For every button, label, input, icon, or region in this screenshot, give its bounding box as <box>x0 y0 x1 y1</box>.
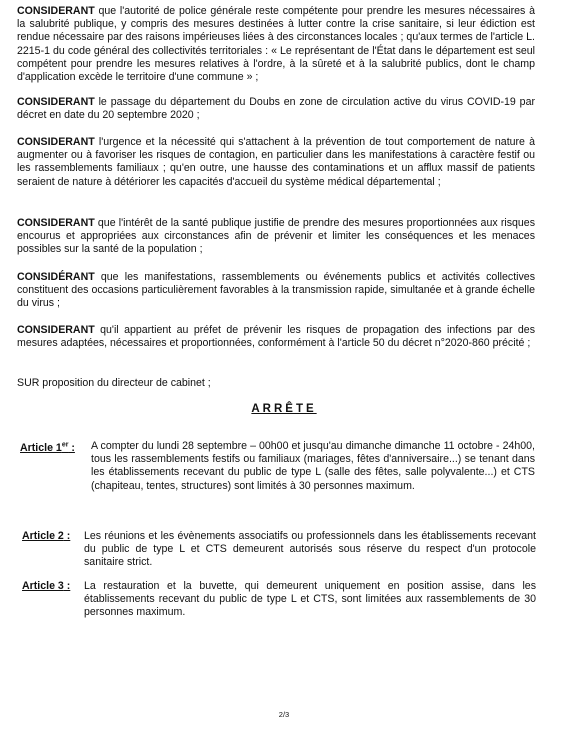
considerant-keyword: CONSIDERANT <box>17 324 95 336</box>
page-number: 2/3 <box>278 710 290 719</box>
considerant-keyword: CONSIDERANT <box>17 5 95 17</box>
article-1-text: A compter du lundi 28 septembre – 00h00 et jusqu'au dimanche dimanche 11 octobre - 24h00, tous les rassemblements festifs ou familiaux (mariages, fêtes d'anniversaire...) se tenant dans les établissements recevant du public de type L (salle des fêtes, salle polyvalente...) et CTS (chapiteau, tentes, structures) sont limités à 30 personnes maximum. <box>91 440 535 492</box>
article-3-label <box>22 580 70 593</box>
considerant-paragraph <box>17 271 535 311</box>
proposition-line: SUR proposition du directeur de cabinet ; <box>17 377 211 389</box>
considerant-text: que l'autorité de police générale reste compétente pour prendre les mesures nécessaires à la salubrité publique, y compris des mesures destinées à lutter contre la crise sanitaire, si leur édiction est rendue nécessaire par des raisons impérieuses liées à des circonstances locales ; qu'aux termes de l'article L. 2215-1 du code général des collectivités territoriales : « Le représentant de l'État dans le département est seul compétent pour prendre les mesures relatives à l'ordre, à la sûreté et à la salubrité publics, dont le champ d'application excède le territoire d'une commune » ; <box>17 5 535 84</box>
considerant-text: que les manifestations, rassemblements ou événements publics et activités collectives constituent des occasions particulièrement favorables à la transmission rapide, simultanée et à grande échelle du virus ; <box>17 271 535 310</box>
considerant-text: le passage du département du Doubs en zone de circulation active du virus COVID-19 par décret en date du 20 septembre 2020 ; <box>17 96 535 122</box>
article-3-text: La restauration et la buvette, qui demeurent uniquement en position assise, dans les établissements recevant du public de type L et CTS, sont limitées aux rassemblements de 30 personnes maximum. <box>84 580 536 619</box>
considerant-text: que l'intérêt de la santé publique justifie de prendre des mesures proportionnées aux risques encourus et appropriées aux circonstances afin de prévenir et limiter les conséquences et les menaces possibles sur la santé de la population ; <box>17 217 535 256</box>
arrete-title: ARRÊTE <box>251 403 317 415</box>
article-2-label <box>22 530 70 543</box>
considerant-text: qu'il appartient au préfet de prévenir les risques de propagation des infections par des mesures adaptées, nécessaires et proportionnées, conformément à l'article 50 du décret n°2020-860 précité ; <box>17 324 535 350</box>
considerant-keyword: CONSIDERANT <box>17 96 95 108</box>
article-2-text: Les réunions et les évènements associatifs ou professionnels dans les établissements recevant du public de type L et CTS demeurent autorisés sous réserve du respect d'un protocole sanitaire strict. <box>84 530 536 569</box>
considerant-keyword: CONSIDERANT <box>17 136 95 148</box>
article-label-text: Article 2 <box>22 530 64 542</box>
considerant-paragraph <box>17 96 535 122</box>
considerant-paragraph <box>17 5 535 84</box>
considerant-paragraph <box>17 217 535 257</box>
article-label-text: Article 3 <box>22 580 64 592</box>
considerant-text: l'urgence et la nécessité qui s'attachent à la prévention de tout comportement de nature à augmenter ou à favoriser les risques de contagion, en particulier dans les manifestations à caractère festif ou les rassemblements familiaux ; qu'en outre, une hausse des contaminations et un afflux massif de patients seraient de nature à détériorer les capacités d'accueil du système médical départemental ; <box>17 136 535 188</box>
considerant-keyword: CONSIDERANT <box>17 217 95 229</box>
article-label-colon: : <box>63 530 71 542</box>
article-label-text: Article 1 <box>20 442 62 454</box>
article-label-colon: : <box>68 442 75 454</box>
considerant-paragraph <box>17 136 535 189</box>
considerant-keyword: CONSIDÉRANT <box>17 271 95 283</box>
considerant-paragraph <box>17 324 535 350</box>
article-1-label <box>20 442 75 455</box>
article-label-colon: : <box>63 580 71 592</box>
article-label-superscript: er <box>61 441 69 449</box>
